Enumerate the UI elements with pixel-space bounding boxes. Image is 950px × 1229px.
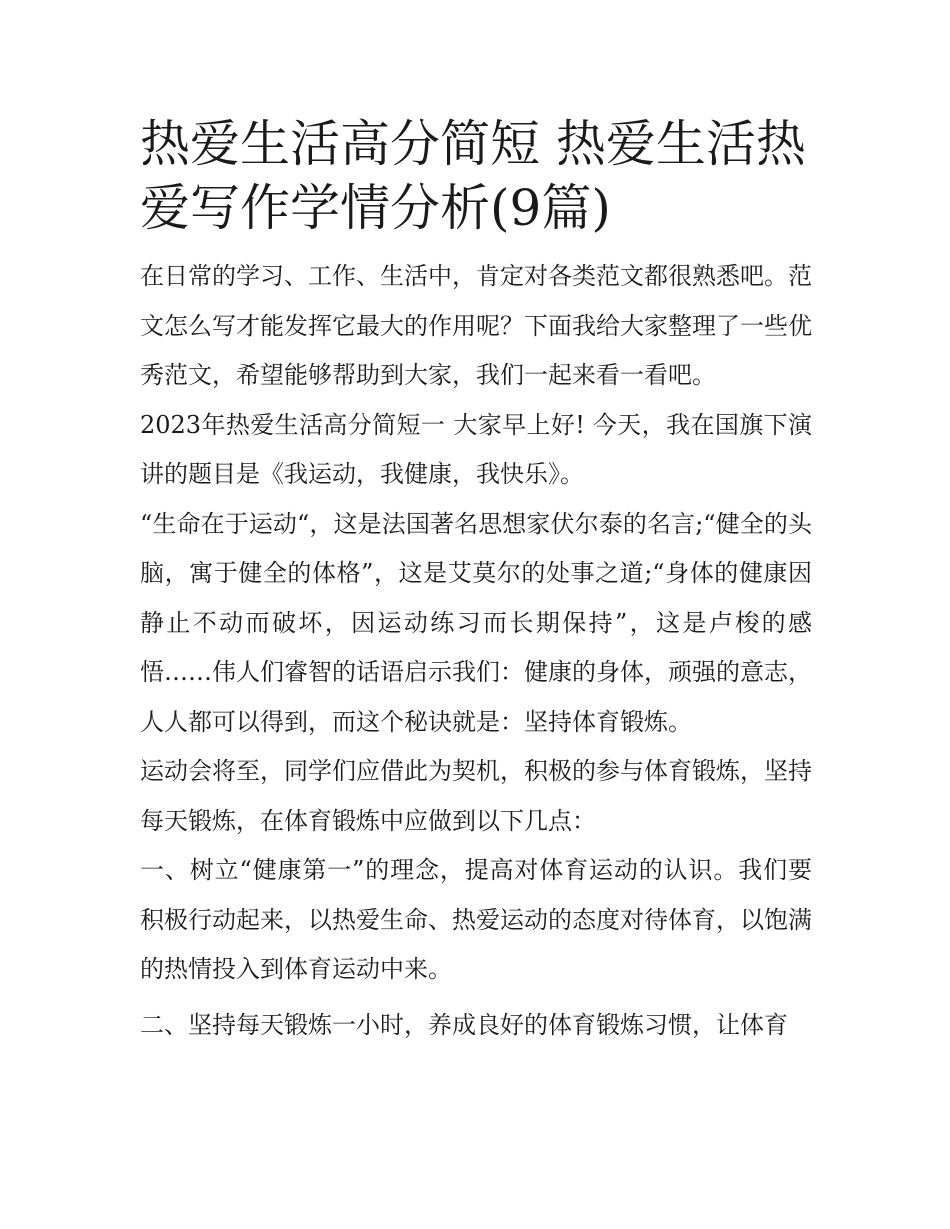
paragraph-speech-opening: 2023年热爱生活高分简短一 大家早上好! 今天，我在国旗下演讲的题目是《我运动，我健康，我快乐》。 bbox=[140, 410, 812, 488]
document-title: 热爱生活高分简短 热爱生活热爱写作学情分析(9篇) bbox=[140, 115, 806, 237]
document-page bbox=[140, 112, 812, 1050]
paragraph-intro: 在日常的学习、工作、生活中，肯定对各类范文都很熟悉吧。范文怎么写才能发挥它最大的作用呢？下面我给大家整理了一些优秀范文，希望能够帮助到大家，我们一起来看一看吧。 bbox=[140, 262, 812, 389]
paragraph-quotes: “生命在于运动“，这是法国著名思想家伏尔泰的名言;“健全的头脑，寓于健全的体格”，这是艾莫尔的处事之道;“身体的健康因静止不动而破坏，因运动练习而长期保持”，这是卢梭的感悟……伟人们睿智的话语启示我们：健康的身体，顽强的意志，人人都可以得到，而这个秘诀就是：坚持体育锻炼。 bbox=[140, 509, 812, 736]
paragraph-sports-meet: 运动会将至，同学们应借此为契机，积极的参与体育锻炼，坚持每天锻炼，在体育锻炼中应做到以下几点： bbox=[140, 757, 812, 835]
paragraph-point-one: 一、树立“健康第一”的理念，提高对体育运动的认识。我们要积极行动起来，以热爱生命、热爱运动的态度对待体育，以饱满的热情投入到体育运动中来。 bbox=[140, 856, 812, 983]
paragraph-point-two: 二、坚持每天锻炼一小时，养成良好的体育锻炼习惯，让体育 bbox=[140, 1010, 788, 1039]
